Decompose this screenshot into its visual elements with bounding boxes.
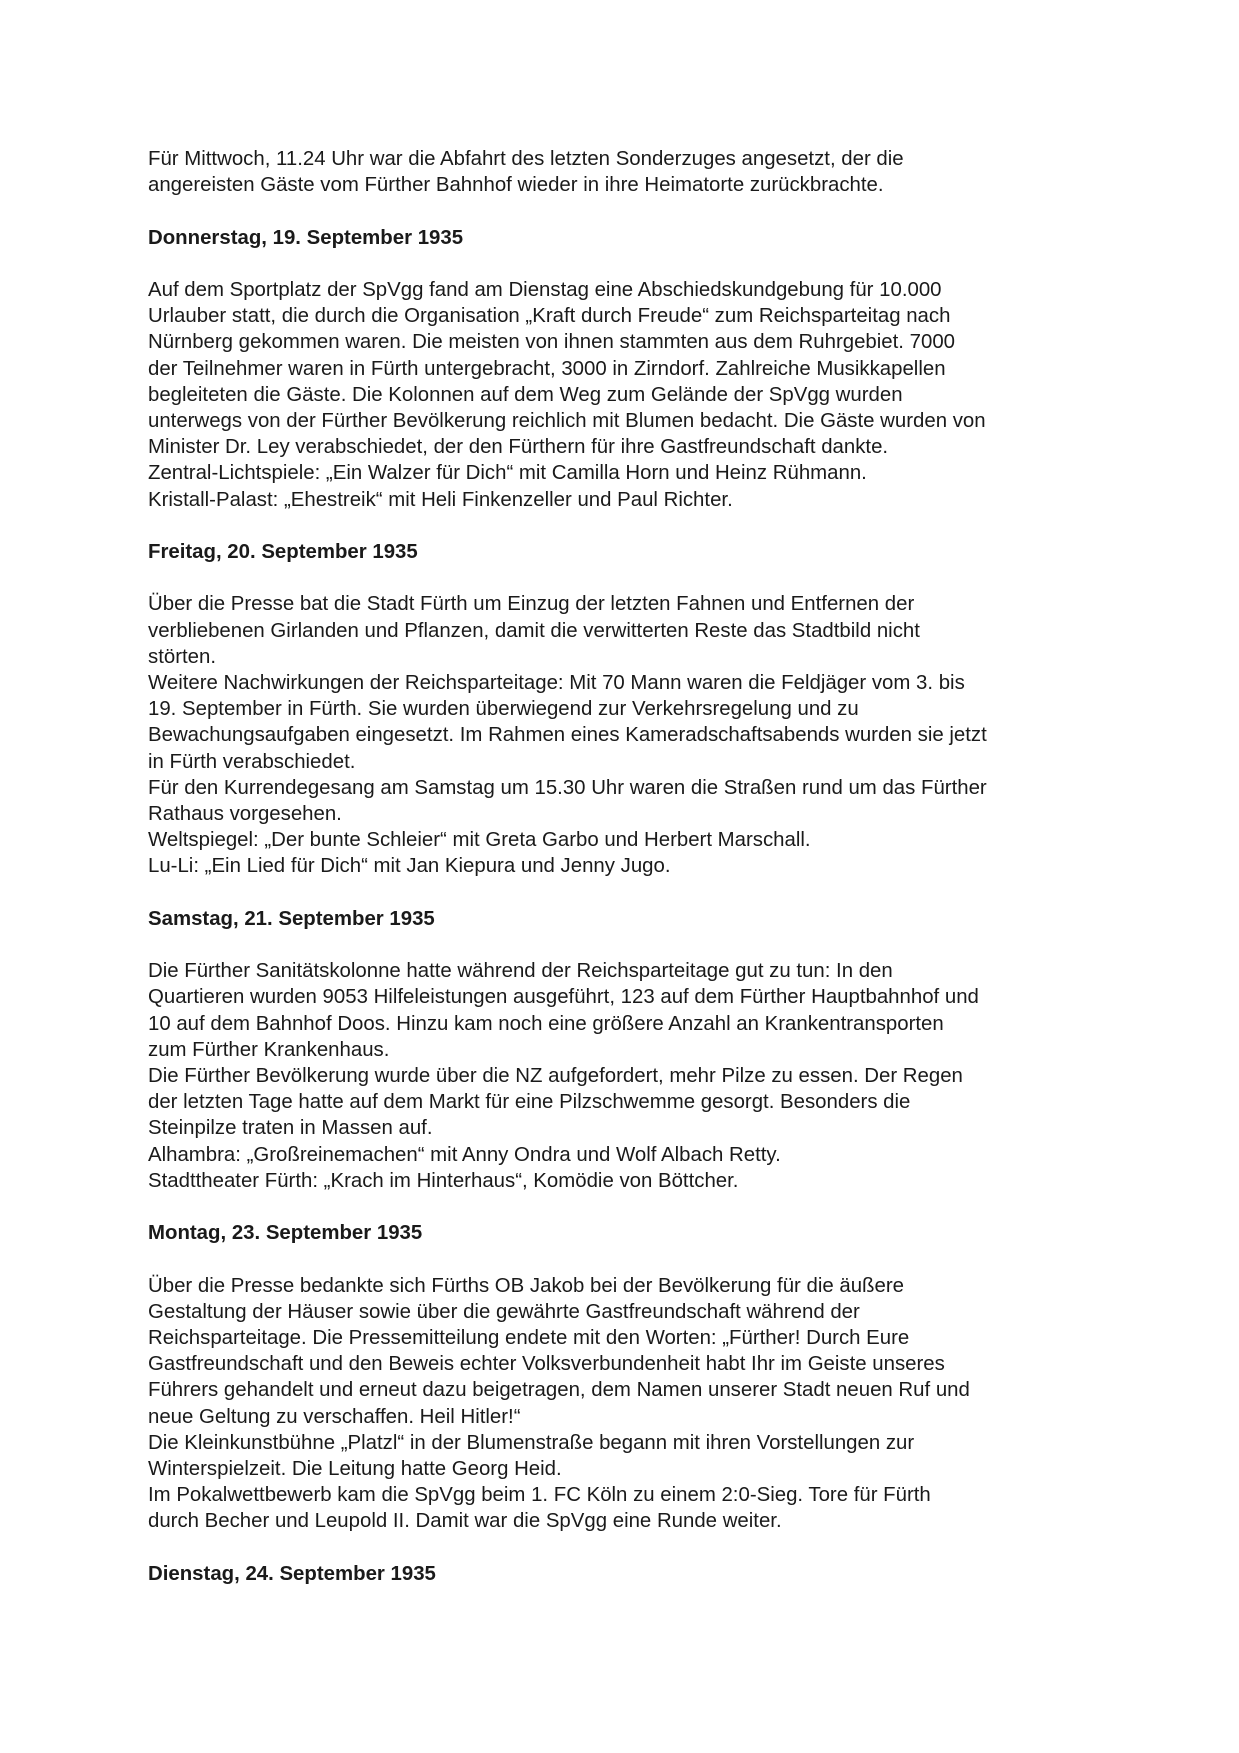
text-line: Über die Presse bedankte sich Fürths OB Jakob bei der Bevölkerung für die äußere	[148, 1274, 904, 1297]
text-line: Führers gehandelt und erneut dazu beigetragen, dem Namen unserer Stadt neuen Ruf und	[148, 1379, 970, 1402]
text-line: Für Mittwoch, 11.24 Uhr war die Abfahrt des letzten Sonderzuges angesetzt, der die	[148, 148, 904, 170]
text-line: Lu-Li: „Ein Lied für Dich“ mit Jan Kiepura und Jenny Jugo.	[148, 855, 671, 878]
text-line: Weltspiegel: „Der bunte Schleier“ mit Greta Garbo und Herbert Marschall.	[148, 829, 811, 852]
text-line: Quartieren wurden 9053 Hilfeleistungen ausgeführt, 123 auf dem Fürther Hauptbahnhof und	[148, 986, 979, 1009]
text-line: Auf dem Sportplatz der SpVgg fand am Dienstag eine Abschiedskundgebung für 10.000	[148, 278, 942, 301]
text-line: Steinpilze traten in Massen auf.	[148, 1117, 433, 1140]
text-line: der Teilnehmer waren in Fürth untergebracht, 3000 in Zirndorf. Zahlreiche Musikkapellen	[148, 357, 946, 380]
text-line: 10 auf dem Bahnhof Doos. Hinzu kam noch eine größere Anzahl an Krankentransporten	[148, 1012, 944, 1035]
section-heading-donnerstag: Donnerstag, 19. September 1935	[148, 226, 464, 249]
section-heading-montag: Montag, 23. September 1935	[148, 1222, 423, 1245]
section-body-donnerstag	[148, 277, 1108, 513]
text-line: Die Fürther Sanitätskolonne hatte während der Reichsparteitage gut zu tun: In den	[148, 960, 893, 983]
text-line: störten.	[148, 645, 217, 668]
text-line: Urlauber statt, die durch die Organisation „Kraft durch Freude“ zum Reichsparteitag nach	[148, 305, 951, 328]
text-line: Für den Kurrendegesang am Samstag um 15.30 Uhr waren die Straßen rund um das Fürther	[148, 776, 987, 799]
section-body-samstag	[148, 958, 1108, 1194]
intro-paragraph	[148, 146, 1108, 198]
text-line: 19. September in Fürth. Sie wurden überwiegend zur Verkehrsregelung und zu	[148, 698, 859, 721]
text-line: Stadttheater Fürth: „Krach im Hinterhaus“, Komödie von Böttcher.	[148, 1169, 739, 1192]
text-line: angereisten Gäste vom Fürther Bahnhof wieder in ihre Heimatorte zurückbrachte.	[148, 174, 884, 197]
text-line: Minister Dr. Ley verabschiedet, der den Fürthern für ihre Gastfreundschaft dankte.	[148, 436, 889, 459]
text-line: in Fürth verabschiedet.	[148, 750, 356, 773]
document-page	[148, 146, 1108, 1587]
text-line: der letzten Tage hatte auf dem Markt für eine Pilzschwemme gesorgt. Besonders die	[148, 1091, 911, 1114]
section-body-montag	[148, 1273, 1108, 1535]
text-line: Kristall-Palast: „Ehestreik“ mit Heli Finkenzeller und Paul Richter.	[148, 488, 733, 511]
text-line: Die Fürther Bevölkerung wurde über die NZ aufgefordert, mehr Pilze zu essen. Der Regen	[148, 1065, 963, 1088]
text-line: zum Fürther Krankenhaus.	[148, 1038, 390, 1061]
text-line: unterwegs von der Fürther Bevölkerung reichlich mit Blumen bedacht. Die Gäste wurden von	[148, 410, 986, 432]
paragraph-gap	[148, 198, 1108, 224]
text-line: Reichsparteitage. Die Pressemitteilung endete mit den Worten: „Fürther! Durch Eure	[148, 1327, 910, 1350]
section-heading-dienstag: Dienstag, 24. September 1935	[148, 1562, 436, 1585]
paragraph-gap	[148, 1194, 1108, 1220]
paragraph-gap	[148, 565, 1108, 591]
section-heading-samstag: Samstag, 21. September 1935	[148, 907, 435, 930]
text-line: Winterspielzeit. Die Leitung hatte Georg Heid.	[148, 1458, 562, 1481]
paragraph-gap	[148, 932, 1108, 958]
text-line: Alhambra: „Großreinemachen“ mit Anny Ondra und Wolf Albach Retty.	[148, 1143, 781, 1166]
text-line: Gastfreundschaft und den Beweis echter Volksverbundenheit habt Ihr im Geiste unseres	[148, 1353, 945, 1376]
section-heading-freitag: Freitag, 20. September 1935	[148, 541, 418, 563]
paragraph-gap	[148, 513, 1108, 539]
text-line: durch Becher und Leupold II. Damit war die SpVgg eine Runde weiter.	[148, 1510, 782, 1533]
paragraph-gap	[148, 1535, 1108, 1561]
text-line: Rathaus vorgesehen.	[148, 803, 342, 826]
paragraph-gap	[148, 251, 1108, 277]
text-line: Über die Presse bat die Stadt Fürth um Einzug der letzten Fahnen und Entfernen der	[148, 593, 915, 616]
text-line: verbliebenen Girlanden und Pflanzen, damit die verwitterten Reste das Stadtbild nicht	[148, 619, 920, 642]
text-line: Bewachungsaufgaben eingesetzt. Im Rahmen eines Kameradschaftsabends wurden sie jetzt	[148, 724, 987, 747]
text-line: Weitere Nachwirkungen der Reichsparteitage: Mit 70 Mann waren die Feldjäger vom 3. bis	[148, 672, 965, 694]
section-body-freitag	[148, 591, 1108, 879]
text-line: Zentral-Lichtspiele: „Ein Walzer für Dich“ mit Camilla Horn und Heinz Rühmann.	[148, 462, 867, 485]
text-line: neue Geltung zu verschaffen. Heil Hitler!“	[148, 1405, 521, 1428]
text-line: Die Kleinkunstbühne „Platzl“ in der Blumenstraße begann mit ihren Vorstellungen zur	[148, 1431, 915, 1454]
text-line: Nürnberg gekommen waren. Die meisten von ihnen stammten aus dem Ruhrgebiet. 7000	[148, 331, 955, 354]
text-line: Im Pokalwettbewerb kam die SpVgg beim 1. FC Köln zu einem 2:0-Sieg. Tore für Fürth	[148, 1484, 931, 1507]
paragraph-gap	[148, 880, 1108, 906]
text-line: Gestaltung der Häuser sowie über die gewährte Gastfreundschaft während der	[148, 1300, 860, 1323]
paragraph-gap	[148, 1246, 1108, 1272]
text-line: begleiteten die Gäste. Die Kolonnen auf dem Weg zum Gelände der SpVgg wurden	[148, 383, 903, 406]
